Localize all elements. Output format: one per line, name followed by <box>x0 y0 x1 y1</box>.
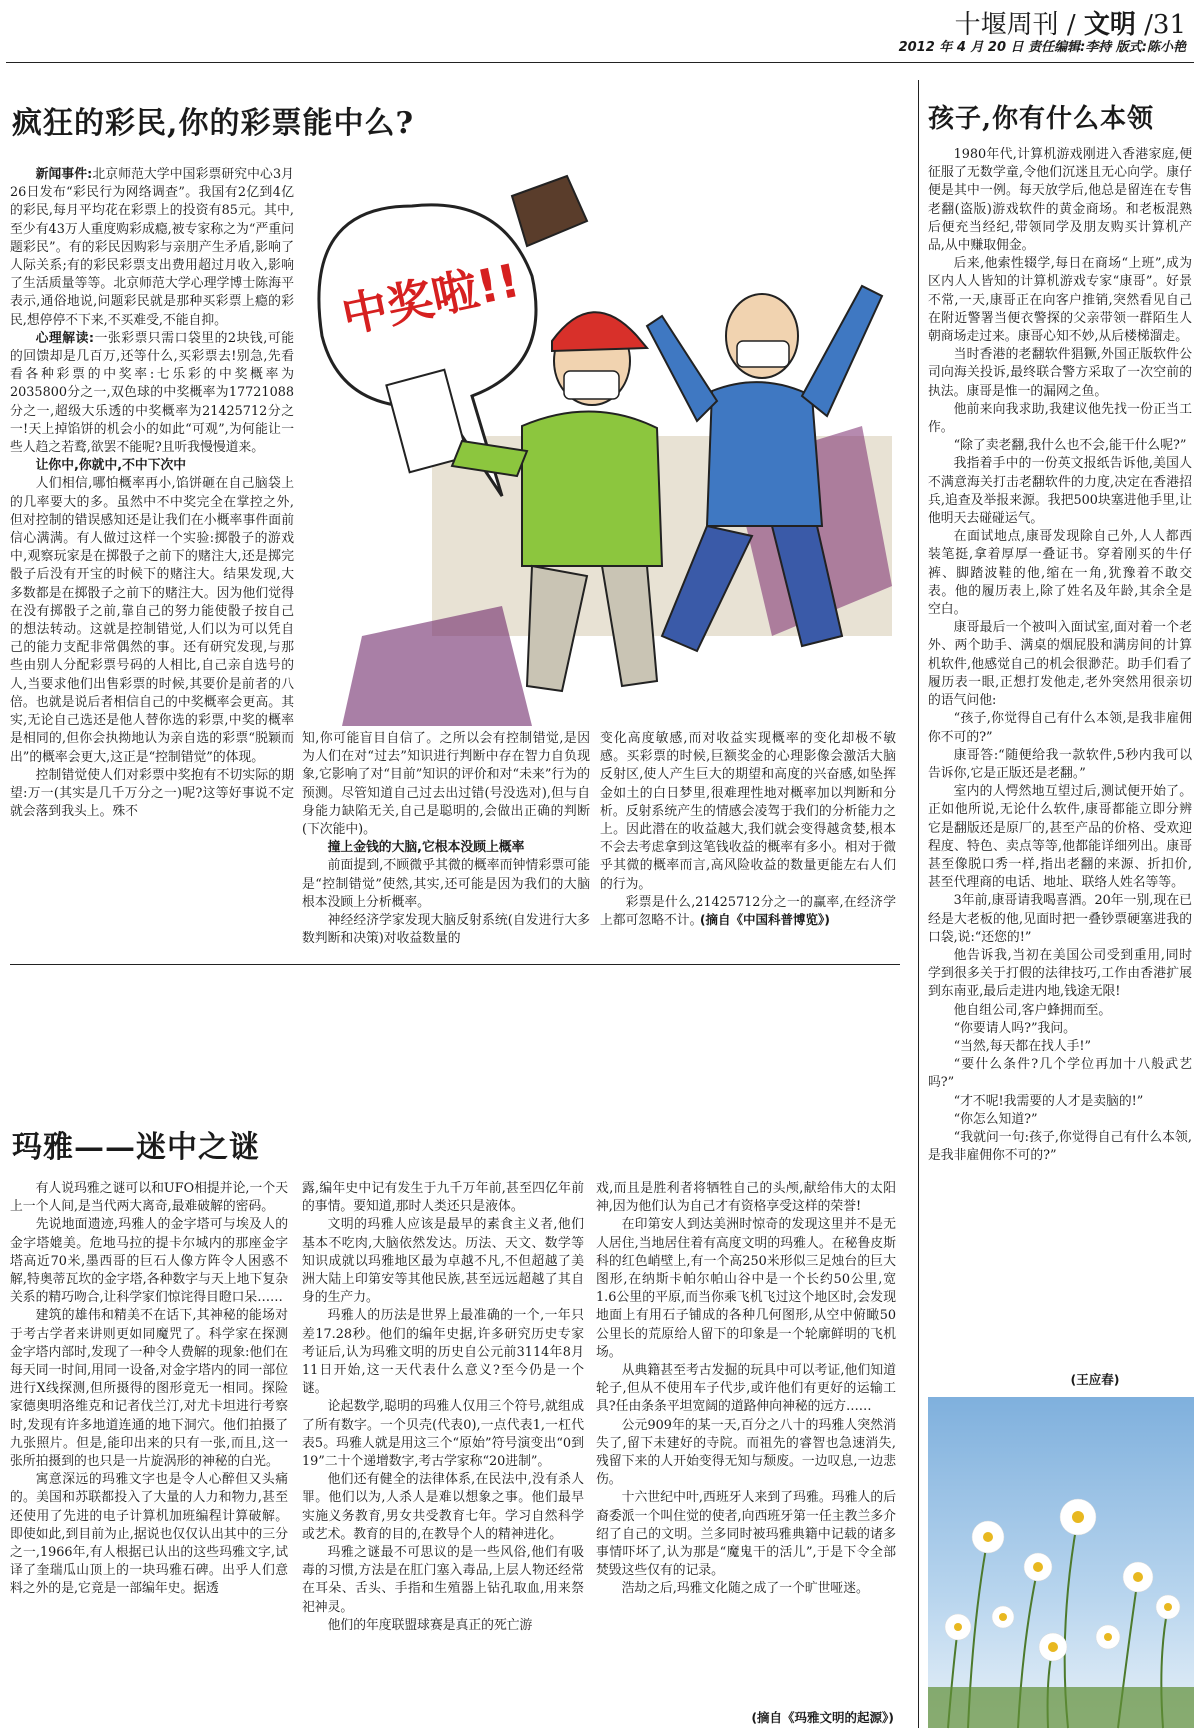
paragraph: 人们相信,哪怕概率再小,馅饼砸在自己脑袋上的几率要大的多。虽然中不中奖完全在掌控之外,但对控制的错误感知还是让我们在小概率事件面前信心满满。有人做过这样一个实验:掷骰子的游戏中,观察玩家是在掷骰子之前下的赌注大,还是掷完骰子后没有开宝的时候下的赌注大。结果发现,大多数都是在掷骰子之前下的赌注大。因为他们觉得在没有掷骰子之前,靠自己的努力能使骰子按自己的想法转动。这就是控制错觉,人们以为可以凭自己的能力支配非常偶然的事。还有研究发现,与那些由别人分配彩票号码的人相比,自己亲自选号的人,当要求他们出售彩票的时候,其要价是前者的八倍。也就是说后者相信自己的中奖概率会更高。其实,无论自己选还是他人替你选的彩票,中奖的概率是相同的,但你会执拗地认为亲自选的彩票“脱颖而出”的概率会更大,这正是“控制错觉”的体现。 <box>10 476 294 765</box>
article2-source: (摘自《玛雅文明的起源》) <box>751 1710 894 1725</box>
paragraph: “你要请人吗?”我问。 <box>953 1020 1076 1036</box>
speech-bubble-text: 中奖啦!! <box>336 252 525 344</box>
article2-title: 玛雅——迷中之谜 <box>12 1130 260 1165</box>
paragraph: 戏,而且是胜利者将牺牲自己的头颅,献给伟大的太阳神,因为他们认为自己才有资格享受这样的荣誉! <box>596 1181 896 1215</box>
paragraph: 康哥最后一个被叫入面试室,面对着一个老外、两个助手、满桌的烟屁股和满房间的计算机软件,他感觉自己的机会很渺茫。助手们看了履历表一眼,正想打发他走,老外突然用很亲切的语气问他: <box>928 620 1192 709</box>
paragraph: 玛雅人的历法是世界上最准确的一个,一年只差17.28秒。他们的编年史据,许多研究历史专家考证后,认为玛雅文明的历史自公元前3114年8月11日开始,这一天代表什么意义?至今仍是一个谜。 <box>302 1308 584 1397</box>
paragraph: 寓意深远的玛雅文字也是令人心醉但又头痛的。美国和苏联都投入了大量的人力和物力,甚至还使用了先进的电子计算机加班编程计算破解。即使如此,到目前为止,据说也仅仅认出其中的三分之一,1966年,有人根据已认出的这些玛雅文字,试译了奎瑞瓜山顶上的一块玛雅石碑。出乎人们意料之外的是,它竟是一部编年史。据透 <box>10 1472 288 1597</box>
article-divider <box>10 964 900 965</box>
paragraph: “除了卖老翻,我什么也不会,能干什么呢?” <box>953 438 1187 454</box>
paragraph: 一张彩票只需口袋里的2块钱,可能的回馈却是几百万,还等什么,买彩票去!别急,先看看各种彩票的中奖率:七乐彩的中奖概率为2035800分之一,双色球的中奖概率为17721088分之一,超级大乐透的中奖概率为21425712分之一!天上掉馅饼的机会小的如此“可观”,为何能让一些人趋之若鹜,欲罢不能呢?且听我慢慢道来。 <box>10 330 294 456</box>
paragraph: 彩票是什么,21425712分之一的赢率,在经济学上都可忽略不计。 <box>600 894 896 929</box>
paragraph: 康哥答:“随便给我一款软件,5秒内我可以告诉你,它是正版还是老翻。” <box>928 747 1192 781</box>
paragraph: 他们的年度联盟球赛是真正的死亡游 <box>327 1617 533 1633</box>
paragraph: 室内的人愕然地互望过后,测试便开始了。正如他所说,无论什么软件,康哥都能立即分辨它是翻版还是原厂的,甚至产品的价格、受欢迎程度、特色、卖点等等,他都能详细列出。康哥甚至像脱口秀一样,指出老翻的来源、折扣价,甚至代理商的电话、地址、联络人姓名等等。 <box>928 784 1192 891</box>
paragraph: 从典籍甚至考古发掘的玩具中可以考证,他们知道轮子,但从不使用车子代步,或许他们有更好的运输工具?任由条条平坦宽阔的道路伸向神秘的远方…… <box>596 1363 896 1415</box>
page-header: 十堰周刊 / 文明 /31 <box>954 10 1186 40</box>
paragraph: 他们还有健全的法律体系,在民法中,没有杀人罪。他们以为,人杀人是难以想象之事。他们最早实施义务教育,男女共受教育七年。学习自然科学或艺术。教育的目的,在教导个人的精神进化。 <box>302 1472 584 1542</box>
paragraph: “我就问一句:孩子,你觉得自己有什么本领,是我非雇佣你不可的?” <box>928 1129 1192 1164</box>
paragraph: 他自组公司,客户蜂拥而至。 <box>953 1002 1112 1018</box>
paragraph: 他告诉我,当初在美国公司受到重用,同时学到很多关于打假的法律技巧,工作由香港扩展到东南亚,最后走进内地,钱途无限! <box>928 947 1192 1000</box>
paragraph: 我指着手中的一份英文报纸告诉他,美国人不满意海关打击老翻软件的力度,决定在香港招兵,追查及举报来源。我把500块塞进他手里,让他明天去碰碰运气。 <box>928 456 1192 527</box>
paragraph: 玛雅之谜最不可思议的是一些风俗,他们有吸毒的习惯,方法是在肛门塞入毒品,上层人物还经常在耳朵、舌头、手指和生殖器上钻孔取血,用来祭祀神灵。 <box>302 1545 584 1615</box>
header-rule <box>6 62 1194 63</box>
paragraph: 神经经济学家发现大脑反射系统(自发进行大多数判断和决策)对收益数量的 <box>302 913 590 947</box>
paragraph: 文明的玛雅人应该是最早的素食主义者,他们基本不吃肉,大脑依然发达。历法、天文、数学等知识成就以玛雅地区最为卓越不凡,不但超越了美洲大陆上印第安等其他民族,甚至远远超越了其自身的生产力。 <box>302 1217 584 1306</box>
article2-column-2 <box>302 1180 584 1728</box>
paragraph: 露,编年史中记有发生于九千万年前,甚至四亿年前的事情。要知道,那时人类还只是液体。 <box>302 1181 584 1215</box>
article1-column-1 <box>10 166 294 932</box>
paragraph: 公元909年的某一天,百分之八十的玛雅人突然消失了,留下未建好的寺院。而祖先的睿智也急速消失,残留下来的人开始变得无知与颓废。一边叹息,一边悲伤。 <box>596 1417 896 1488</box>
paragraph: 在印第安人到达美洲时惊奇的发现这里并不是无人居住,当地居住着有高度文明的玛雅人。在秘鲁皮斯科的红色峭壁上,有一个高250米形似三足烛台的巨大图形,在纳斯卡帕尔帕山谷中是一个长约50公里,宽1.6公里的平原,而当你乘飞机飞过这个地区时,会发现地面上有用石子铺成的各种几何图形,从空中俯瞰50公里长的荒原给人留下的印象是一个轮廓鲜明的飞机场。 <box>596 1217 896 1360</box>
paragraph: “才不呢!我需要的人才是卖脑的!” <box>953 1093 1144 1109</box>
paragraph: 他前来向我求助,我建议他先找一份正当工作。 <box>928 401 1192 436</box>
lottery-illustration <box>302 166 899 726</box>
page-number: /31 <box>1144 10 1186 40</box>
article1-source: (摘自《中国科普博览》) <box>699 912 830 927</box>
article3-title: 孩子,你有什么本领 <box>928 104 1155 134</box>
section-name: 文明 <box>1083 10 1136 40</box>
paragraph: 建筑的雄伟和精美不在话下,其神秘的能场对于考古学者来讲则更如同魔咒了。科学家在探测金字塔内部时,发现了一种令人费解的现象:他们在每天同一时间,用同一设备,对金字塔内的同一部位进行X线探测,但所摄得的图形竟无一相同。探险家德奥明洛维克和记者伐兰汀,对尤卡坦进行考察时,发现有许多地道连通的地下洞穴。他们拍摄了九张照片。但是,能印出来的只有一张,而且,这一张所拍摄到的也只是一片旋涡形的神秘的白光。 <box>10 1308 288 1470</box>
subheading: 撞上金钱的大脑,它根本没顾上概率 <box>327 840 525 856</box>
paragraph: 1980年代,计算机游戏刚进入香港家庭,便征服了无数学童,令他们沉迷且无心向学。康仔便是其中一例。每天放学后,他总是留连在专售老翻(盗版)游戏软件的黄金商场。和老板混熟后便充当经纪,带领同学及朋友购买计算机产品,从中赚取佣金。 <box>928 147 1192 254</box>
paragraph: “孩子,你觉得自己有什么本领,是我非雇佣你不可的?” <box>928 711 1192 745</box>
paragraph: 浩劫之后,玛雅文化随之成了一个旷世哑迷。 <box>621 1581 869 1597</box>
paragraph: 当时香港的老翻软件猖獗,外国正版软件公司向海关投诉,最终联合警方采取了一次空前的执法。康哥是惟一的漏网之鱼。 <box>928 347 1192 399</box>
paragraph: 控制错觉使人们对彩票中奖抱有不切实际的期望:万一(其实是几千万分之一)呢?这等好事说不定就会落到我头上。殊不 <box>10 767 294 820</box>
paragraph: “你怎么知道?” <box>953 1111 1038 1127</box>
article2-column-1 <box>10 1180 288 1728</box>
paragraph: 论起数学,聪明的玛雅人仅用三个符号,就组成了所有数字。一个贝壳(代表0),一点代表1,一杠代表5。玛雅人就是用这三个“原始”符号演变出“0到19”二十个递增数字,考古学家称“20进制”。 <box>302 1399 584 1470</box>
article3-column <box>928 146 1192 1360</box>
daisy-photo <box>928 1397 1194 1728</box>
paragraph: 十六世纪中叶,西班牙人来到了玛雅。玛雅人的后裔委派一个叫住觉的使者,向西班牙第一任主教兰多介绍了自己的文明。兰多同时被玛雅典籍中记载的诸多事情吓坏了,认为那是“魔鬼干的活儿”,于是下令全部焚毁这些仅有的记录。 <box>596 1490 896 1579</box>
date-editor-line: 2012 年 4 月 20 日 责任编辑:李持 版式:陈小艳 <box>898 40 1186 55</box>
article1-column-2 <box>302 730 590 947</box>
paragraph: 后来,他索性辍学,每日在商场“上班”,成为区内人人皆知的计算机游戏专家“康哥”。好景不常,一天,康哥正在向客户推销,突然看见自己在附近警署当便衣警探的父亲带领一群陌生人朝商场走过来。康哥心知不妙,从后楼梯溜走。 <box>928 256 1192 345</box>
column-divider <box>918 80 919 1728</box>
news-label: 新闻事件: <box>35 167 93 182</box>
paragraph: 知,你可能盲目自信了。之所以会有控制错觉,是因为人们在对“过去”知识进行判断中存在智力自负现象,它影响了对“目前”知识的评价和对“未来”行为的预测。尽管知道自己过去出过错(号没选对),但与自身能力缺陷无关,自己是聪明的,会做出正确的判断(下次能中)。 <box>302 731 590 838</box>
subheading: 让你中,你就中,不中下次中 <box>35 458 187 474</box>
article3-author: (王应春) <box>1070 1372 1120 1387</box>
paragraph: 3年前,康哥请我喝喜酒。20年一别,现在已经是大老板的他,见面时把一叠钞票硬塞进我的口袋,说:“还您的!” <box>928 893 1192 945</box>
paragraph: “当然,每天都在找人手!” <box>953 1038 1092 1054</box>
paragraph: “要什么条件?几个学位再加十八般武艺吗?” <box>928 1057 1192 1091</box>
psych-label: 心理解读: <box>35 330 95 346</box>
weekly-name: 十堰周刊 <box>954 10 1059 40</box>
article2-column-3 <box>596 1180 896 1708</box>
paragraph: 先说地面遗迹,玛雅人的金字塔可与埃及人的金字塔媲美。危地马拉的提卡尔城内的那座金字塔高近70米,墨西哥的巨石人像方阵令人困惑不解,特奥蒂瓦坎的金字塔,各种数字与天上地下复杂关系的精巧吻合,让科学家们惊诧得目瞪口呆…… <box>10 1217 288 1306</box>
paragraph: 有人说玛雅之谜可以和UFO相提并论,一个天上一个人间,是当代两大离奇,最难破解的密码。 <box>10 1181 288 1215</box>
paragraph: 前面提到,不顾微乎其微的概率而钟情彩票可能是“控制错觉”使然,其实,还可能是因为我们的大脑根本没顾上分析概率。 <box>302 858 590 910</box>
paragraph: 变化高度敏感,而对收益实现概率的变化却极不敏感。买彩票的时候,巨额奖金的心理影像会激活大脑反射区,使人产生巨大的期望和高度的兴奋感,如坠挥金如土的白日梦里,很难理性地对概率加以判断和分析。反射系统产生的情感会凌驾于我们的分析能力之上。因此潜在的收益越大,我们就会变得越贪婪,根本不会去考虑拿到这笔钱收益的概率有多小。相对于微乎其微的概率而言,高风险收益的数量更能左右人们的行为。 <box>600 731 896 892</box>
paragraph: 北京师范大学中国彩票研究中心3月26日发布“彩民行为网络调查”。我国有2亿到4亿的彩民,每月平均花在彩票上的投资有85元。其中,至少有43万人重度购彩成瘾,被专家称之为“严重问题彩民”。有的彩民因购彩与亲朋产生矛盾,影响了人际关系;有的彩民彩票支出费用超过月收入,影响了生活质量等等。北京师范大学心理学博士陈海平表示,通俗地说,问题彩民就是那种买彩票上瘾的彩民,想停停不下来,不买难受,不能自抑。 <box>10 167 294 328</box>
paragraph: 在面试地点,康哥发现除自己外,人人都西装笔挺,拿着厚厚一叠证书。穿着刚买的牛仔裤、脚踏波鞋的他,缩在一角,犹豫着不敢交表。他的履历表上,除了姓名及年龄,其余全是空白。 <box>928 529 1192 618</box>
article1-title: 疯狂的彩民,你的彩票能中么? <box>12 106 415 141</box>
